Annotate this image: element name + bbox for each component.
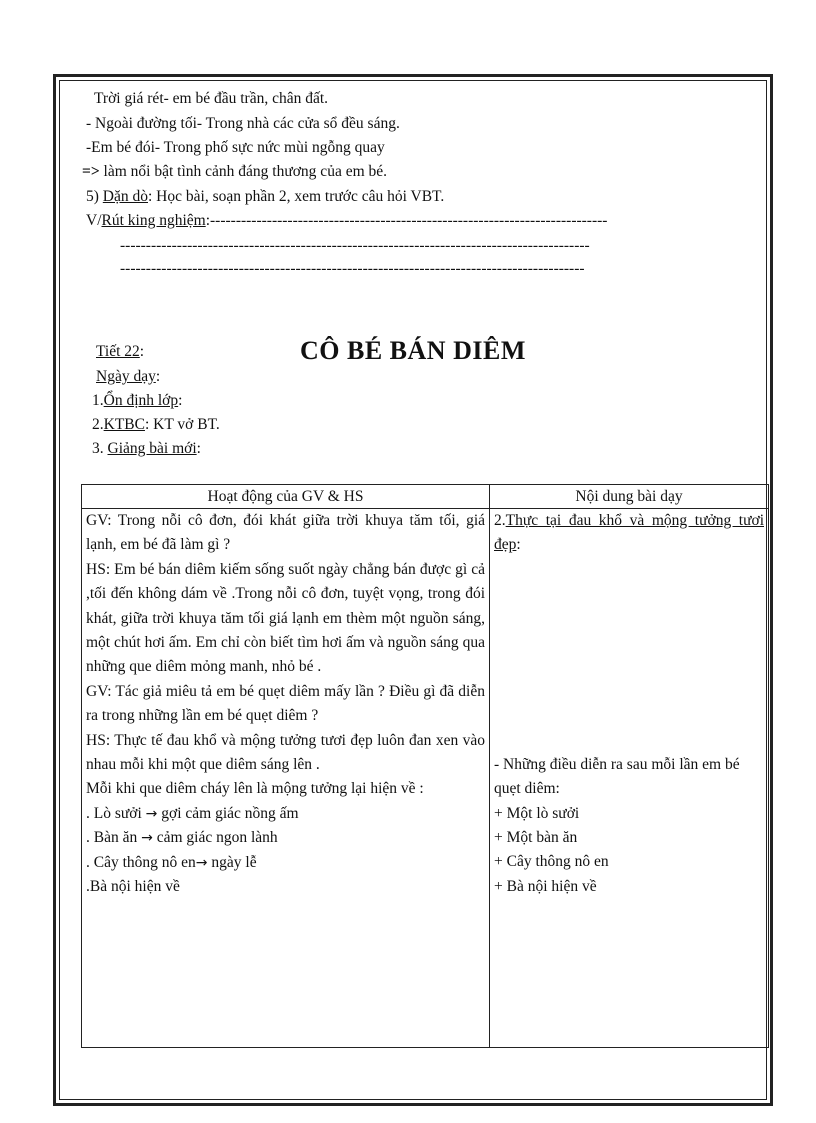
dash-line-2: ------------------------------------------------------------------------------------------ <box>120 260 585 277</box>
paragraph-hs-answer-2: HS: Thực tế đau khổ và mộng tưởng tươi đẹp luôn đan xen vào nhau mỗi khi một que diêm sáng lên . <box>86 731 485 774</box>
content-item: + Một lò sưởi <box>494 804 580 822</box>
experience-prefix: V/ <box>86 212 102 229</box>
content-item: + Một bàn ăn <box>494 829 578 847</box>
lesson-title: CÔ BÉ BÁN DIÊM <box>300 336 526 365</box>
header-content: Nội dung bài dạy <box>490 485 769 509</box>
text-line-4: làm nổi bật tình cảnh đáng thương của em bé. <box>103 163 388 180</box>
homework-text: : Học bài, soạn phần 2, xem trước câu hỏi VBT. <box>148 188 445 205</box>
list-item-meaning: gợi cảm giác nồng ấm <box>161 804 299 822</box>
content-heading <box>494 509 764 558</box>
step-3-colon: : <box>196 440 201 457</box>
experience-label: Rút king nghiệm <box>101 212 206 229</box>
text-line-1: Trời giá rét- em bé đầu trần, chân đất. <box>94 90 329 107</box>
content-heading-colon: : <box>516 536 521 554</box>
list-item <box>86 826 485 850</box>
text-line <box>82 163 387 181</box>
lesson-number-colon: : <box>139 343 145 360</box>
arrow-right-icon: → <box>195 854 208 871</box>
header-activities: Hoạt động của GV & HS <box>82 485 490 509</box>
teaching-date-label: Ngày dạy <box>96 368 156 385</box>
arrow-right-icon: → <box>141 830 153 847</box>
content-cell <box>490 509 769 1048</box>
dash-line-1: ------------------------------------------------------------------------------------------- <box>120 237 590 254</box>
experience-line <box>86 212 607 230</box>
table-row <box>82 509 769 1048</box>
content-intro: - Những điều diễn ra sau mỗi lần em bé quẹt diêm: <box>494 755 740 798</box>
step-2-number: 2. <box>92 416 104 433</box>
homework-number: 5) <box>86 188 99 205</box>
text-line-2: - Ngoài đường tối- Trong nhà các cửa sổ đều sáng. <box>86 115 400 132</box>
content-item: + Cây thông nô en <box>494 853 609 871</box>
spacer <box>494 558 764 753</box>
list-item: .Bà nội hiện về <box>86 878 180 896</box>
list-item-subject: . Bàn ăn <box>86 829 138 847</box>
lesson-table <box>81 484 769 1048</box>
list-item-meaning: ngày lễ <box>211 853 257 871</box>
step-3 <box>92 440 201 458</box>
arrow-right-icon: → <box>145 805 158 822</box>
homework-line <box>86 188 444 206</box>
content-heading-text: Thực tại đau khổ và mộng tưởng tươi đẹp <box>494 512 764 554</box>
homework-label: Dặn dò <box>102 188 148 205</box>
dash-line <box>120 237 590 255</box>
step-2 <box>92 416 220 434</box>
list-item-subject: . Lò sưởi <box>86 804 142 822</box>
activities-cell <box>82 509 490 1048</box>
step-1-colon: : <box>178 392 183 409</box>
lesson-number <box>96 343 144 361</box>
table-header-row <box>82 485 769 509</box>
step-3-number: 3. <box>92 440 108 457</box>
step-1 <box>92 392 182 410</box>
lesson-number-label: Tiết 22 <box>96 343 140 360</box>
teaching-date <box>96 368 160 386</box>
teaching-date-colon: : <box>155 368 161 385</box>
list-item <box>86 851 485 875</box>
content-item: + Bà nội hiện về <box>494 877 597 895</box>
experience-dashes: :----------------------------------------------------------------------------- <box>205 212 608 229</box>
step-2-label: KTBC <box>103 416 145 433</box>
list-item-subject: . Cây thông nô en <box>86 853 196 871</box>
paragraph-gv-question-1: GV: Trong nỗi cô đơn, đói khát giữa trời khuya tăm tối, giá lạnh, em bé đã làm gì ? <box>86 512 485 554</box>
list-item <box>86 802 485 826</box>
text-line <box>94 90 328 108</box>
paragraph-summary: Mỗi khi que diêm cháy lên là mộng tưởng lại hiện về : <box>86 780 424 798</box>
step-1-number: 1. <box>92 392 104 409</box>
dash-line <box>120 260 585 278</box>
paragraph-hs-answer-1: HS: Em bé bán diêm kiếm sống suốt ngày chẳng bán được gì cả ,tối đến không dám về .Trong nỗi cô đơn, tuyệt vọng, trong đói khát, giữa trời khuya tăm tối giá lạnh em thèm một nguồn sáng, một chút hơi ấm. Em chỉ còn biết tìm hơi ấm và nguồn sáng qua những que diêm mỏng manh, nhỏ bé . <box>86 560 485 676</box>
text-line <box>86 115 400 133</box>
text-line-3: -Em bé đói- Trong phố sực nức mùi ngỗng quay <box>86 139 385 156</box>
step-1-label: Ổn định lớp <box>103 392 179 409</box>
paragraph-gv-question-2: GV: Tác giả miêu tả em bé quẹt diêm mấy lần ? Điều gì đã diễn ra trong những lần em bé quẹt diêm ? <box>86 682 485 725</box>
step-3-label: Giảng bài mới <box>107 440 197 457</box>
text-line <box>86 139 385 157</box>
content-heading-number: 2. <box>494 512 506 529</box>
arrow-prefix: => <box>82 163 100 180</box>
step-2-text: : KT vở BT. <box>144 416 220 433</box>
list-item-meaning: cảm giác ngon lành <box>156 829 278 847</box>
